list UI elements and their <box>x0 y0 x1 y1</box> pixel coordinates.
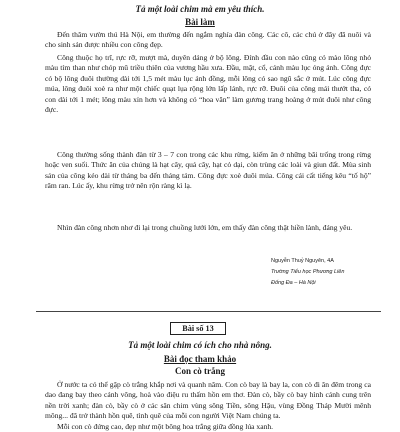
essay-paragraph-4-text: Nhìn đàn công nhơn nhơ đi lại trong chuồng lưới lớn, em thấy đàn công thật hiền lành, đáng yêu. <box>57 223 353 232</box>
section-divider <box>36 311 381 312</box>
reference-heading: Bài đọc tham khảo <box>163 354 237 364</box>
author-name: Nguyễn Thuỷ Nguyên, 4A <box>271 258 334 264</box>
lesson-topic: Tả một loài chim có ích cho nhà nông. <box>128 340 272 350</box>
reading-paragraph-1 <box>45 380 371 422</box>
essay-paragraph-3 <box>45 150 371 192</box>
essay-paragraph-2 <box>45 53 371 115</box>
reading-paragraph-2-text: Mỗi con cò đứng cao, đẹp như một bông hoa trắng giữa đồng lúa xanh. <box>57 422 274 431</box>
lesson-number-badge: Bài số 13 <box>170 322 226 335</box>
essay-topic: Tả một loài chim mà em yêu thích. <box>135 4 265 14</box>
essay-paragraph-1-text: Đến thăm vườn thú Hà Nội, em thường đến ngắm nghía đàn công. Các cô, các chú ở đây đã nuôi và cho sinh sản được nhiều con công đẹp. <box>45 30 371 50</box>
essay-paragraph-3-text: Công thường sống thành đàn từ 3 – 7 con trong các khu rừng, kiếm ăn ở những bãi trống trong rừng hoặc ven suối. Thức ăn của chúng là hạt cây, quả cây, hạt cỏ dại, còn trùng các loài và giun đất. Mùa sinh sản của công kéo dài từ tháng ba đến tháng tám. Công đực xoè đuôi múa. Công cái cất tiếng kêu “tố hộ” râm ran. Lúc ấy, khu rừng trở nên rộn ràng kì lạ. <box>45 150 371 191</box>
essay-paragraph-1 <box>45 30 371 51</box>
essay-heading: Bài làm <box>185 17 215 27</box>
essay-paragraph-4 <box>45 223 371 233</box>
essay-paragraph-2-text: Công thuộc họ trĩ, rực rỡ, mượt mà, duyên dáng ở bộ lông. Đính đầu con nào cũng có mào lông nhỏ màu tím than như chóp mũ triều thiên của vương hầu xưa. Đầu, mặt, cổ, cánh màu lục óng ánh. Công đực có bộ lông đuôi thường dài tới 1,5 mét màu lục ánh đồng, mỗi lông có sao ngũ sắc ở mút. Lúc công đực múa, lông đuôi xoè ra như một chiếc quạt lụa rộng lớn lấp lánh, rực rỡ. Đuôi của công mái thướt tha, có con dài tới 1 mét; lông màu xỉn hơn và không có “hoa văn” làm gương trang hoàng ở mút đuôi như công đực. <box>45 53 371 115</box>
reading-paragraph-1-text: Ở nước ta có thể gặp cò trắng khắp nơi và quanh năm. Con cò bay là bay la, con cò đi ăn đêm trong ca dao đang bay theo cánh võng, hoà vào điệu ru thấm hồn em thơ. Đàn cò, bầy cò bay hình cánh cung trên nền trời xanh; đàn cò, bầy cò ở các sân chim vùng sông Tiền, sông Hậu, vùng Đồng Tháp Mười mênh mông... đã trở thành hồn quê, tình quê của mỗi con người Việt Nam chúng ta. <box>45 380 371 421</box>
reading-paragraph-2 <box>45 422 371 432</box>
author-school: Trường Tiểu học Phương Liên <box>271 269 345 275</box>
author-district: Đống Đa – Hà Nội <box>271 280 316 286</box>
reading-title: Con cò trắng <box>175 366 225 376</box>
author-signature <box>271 256 381 289</box>
